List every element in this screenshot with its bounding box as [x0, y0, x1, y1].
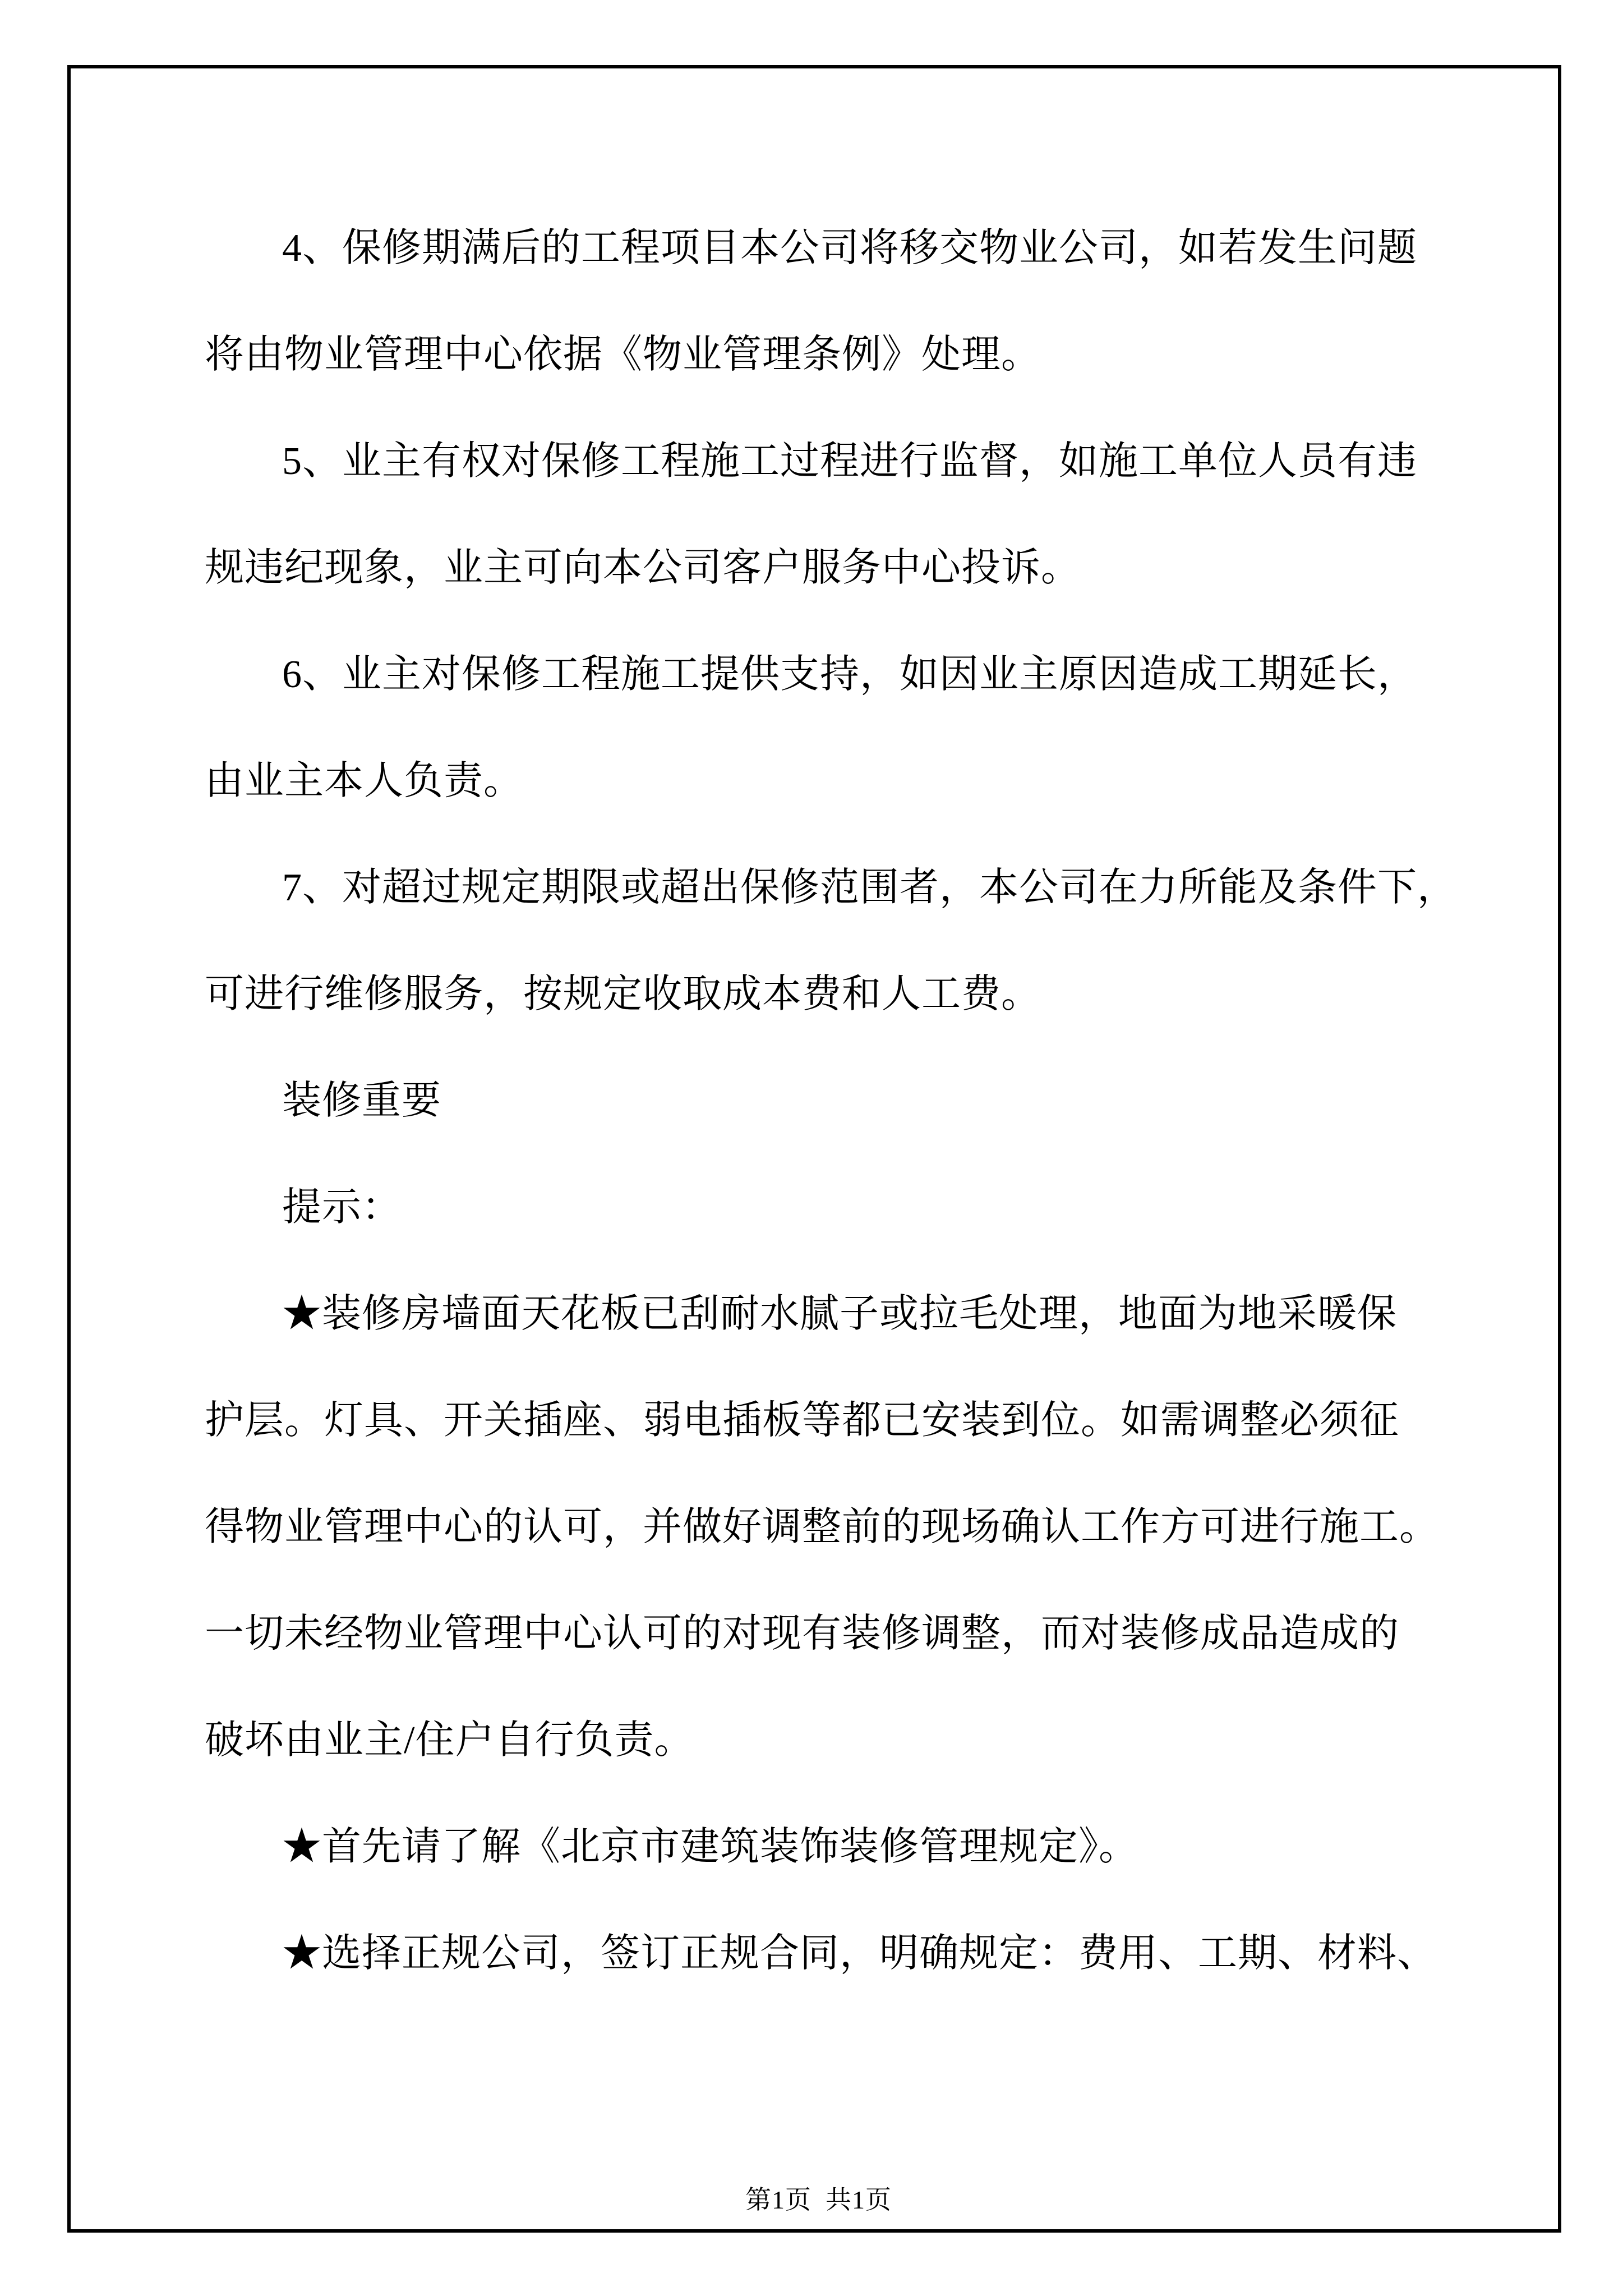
text-line: 可进行维修服务，按规定收取成本费和人工费。	[205, 973, 1041, 1016]
text-line: 一切未经物业管理中心认可的对现有装修调整，而对装修成品造成的	[205, 1612, 1399, 1655]
text-line: 装修重要	[282, 1079, 441, 1122]
text-line: 5、业主有权对保修工程施工过程进行监督，如施工单位人员有违	[282, 440, 1417, 483]
text-line: ★装修房墙面天花板已刮耐水腻子或拉毛处理，地面为地采暖保	[282, 1292, 1397, 1336]
text-line: 得物业管理中心的认可，并做好调整前的现场确认工作方可进行施工。	[205, 1506, 1439, 1549]
text-line: 7、对超过规定期限或超出保修范围者，本公司在力所能及条件下，	[282, 866, 1457, 909]
text-line: 提示：	[282, 1186, 402, 1229]
text-line: 由业主本人负责。	[205, 760, 523, 803]
page-footer	[0, 2116, 1623, 2214]
page-number-text: 第1页 共1页	[745, 2185, 892, 2214]
text-line: 规违纪现象，业主可向本公司客户服务中心投诉。	[205, 546, 1081, 590]
text-line: ★首先请了解《北京市建筑装饰装修管理规定》。	[282, 1825, 1138, 1869]
text-line: 护层。灯具、开关插座、弱电插板等都已安装到位。如需调整必须征	[205, 1399, 1399, 1442]
document-body	[205, 195, 1457, 2007]
text-line: 将由物业管理中心依据《物业管理条例》处理。	[205, 333, 1041, 376]
text-line: 4、保修期满后的工程项目本公司将移交物业公司，如若发生问题	[282, 227, 1417, 270]
text-line: ★选择正规公司，签订正规合同，明确规定：费用、工期、材料、	[282, 1932, 1437, 1975]
text-line: 破坏由业主/住户自行负责。	[205, 1719, 694, 1762]
text-line: 6、业主对保修工程施工提供支持，如因业主原因造成工期延长，	[282, 653, 1417, 696]
